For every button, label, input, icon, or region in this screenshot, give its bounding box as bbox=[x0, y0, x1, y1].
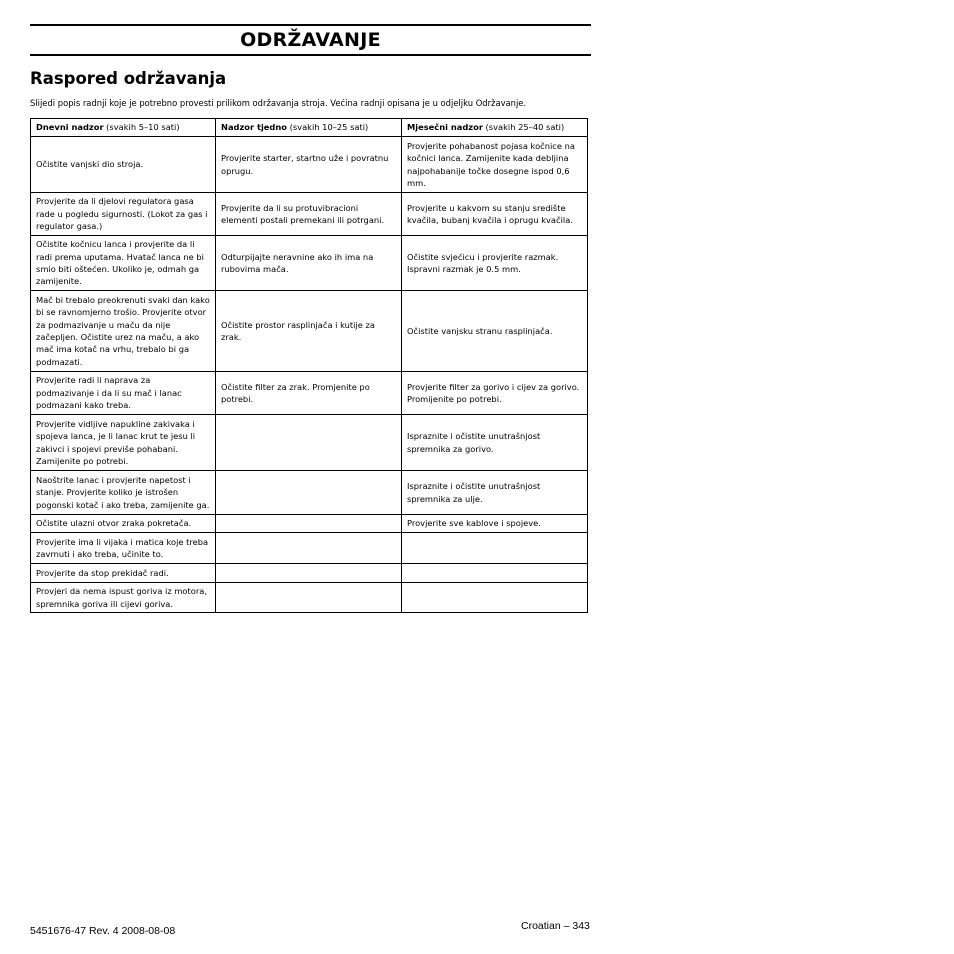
table-row bbox=[31, 471, 588, 515]
table-cell-daily: Provjerite radi li naprava za podmazivanje i da li su mač i lanac podmazani kako treba. bbox=[31, 372, 216, 415]
table-row bbox=[31, 515, 588, 533]
table-row bbox=[31, 236, 588, 291]
column-header-monthly bbox=[402, 119, 588, 137]
table-cell-daily: Provjeri da nema ispust goriva iz motora, spremnika goriva ili cijevi goriva. bbox=[31, 583, 216, 613]
table-cell-weekly bbox=[216, 515, 402, 533]
column-header-title: Nadzor tjedno bbox=[221, 122, 287, 133]
table-row bbox=[31, 533, 588, 564]
table-cell-weekly: Provjerite starter, startno uže i povratnu oprugu. bbox=[216, 137, 402, 193]
header-title: ODRŽAVANJE bbox=[240, 29, 381, 51]
column-header-note: (svakih 25–40 sati) bbox=[482, 122, 565, 133]
table-cell-monthly bbox=[402, 564, 588, 583]
table-cell-weekly bbox=[216, 564, 402, 583]
column-header-note: (svakih 5–10 sati) bbox=[103, 122, 180, 133]
table-row bbox=[31, 193, 588, 236]
table-cell-weekly bbox=[216, 415, 402, 471]
table-cell-weekly: Provjerite da li su protuvibracioni elementi postali premekani ili potrgani. bbox=[216, 193, 402, 236]
table-cell-monthly: Očistite vanjsku stranu rasplinjača. bbox=[402, 291, 588, 372]
page-header bbox=[30, 24, 591, 56]
intro-text: Slijedi popis radnji koje je potrebno provesti prilikom održavanja stroja. Većina radnji opisana je u odjeljku Održavanje. bbox=[30, 98, 527, 108]
section-title: Raspored održavanja bbox=[30, 69, 227, 88]
table-cell-monthly: Provjerite sve kablove i spojeve. bbox=[402, 515, 588, 533]
table-cell-daily: Očistite kočnicu lanca i provjerite da li radi prema uputama. Hvatač lanca ne bi smio biti oštećen. Ukoliko je, odmah ga zamijenite. bbox=[31, 236, 216, 291]
table-cell-weekly bbox=[216, 533, 402, 564]
table-cell-weekly bbox=[216, 583, 402, 613]
table-cell-monthly: Očistite svjećicu i provjerite razmak. Ispravni razmak je 0.5 mm. bbox=[402, 236, 588, 291]
table-row bbox=[31, 137, 588, 193]
table-cell-monthly: Ispraznite i očistite unutrašnjost spremnika za gorivo. bbox=[402, 415, 588, 471]
table-cell-weekly bbox=[216, 471, 402, 515]
maintenance-schedule-table bbox=[30, 118, 588, 613]
table-row bbox=[31, 415, 588, 471]
table-cell-daily: Provjerite vidljive napukline zakivaka i spojeva lanca, je li lanac krut te jesu li zakivci i spojevi previše pohabani. Zamijenite po potrebi. bbox=[31, 415, 216, 471]
table-cell-weekly: Odturpijajte neravnine ako ih ima na rubovima mača. bbox=[216, 236, 402, 291]
table-cell-daily: Očistite vanjski dio stroja. bbox=[31, 137, 216, 193]
table-row bbox=[31, 564, 588, 583]
table-row bbox=[31, 583, 588, 613]
table-header-row bbox=[31, 119, 588, 137]
table-cell-monthly: Provjerite pohabanost pojasa kočnice na kočnici lanca. Zamijenite kada debljina najpohabanije točke dosegne ispod 0,6 mm. bbox=[402, 137, 588, 193]
table-cell-daily: Provjerite da li djelovi regulatora gasa rade u pogledu sigurnosti. (Lokot za gas i regulator gasa.) bbox=[31, 193, 216, 236]
table-cell-monthly bbox=[402, 583, 588, 613]
table-cell-weekly: Očistite filter za zrak. Promjenite po potrebi. bbox=[216, 372, 402, 415]
column-header-title: Mjesečni nadzor bbox=[407, 122, 483, 133]
column-header-note: (svakih 10–25 sati) bbox=[286, 122, 369, 133]
table-row bbox=[31, 372, 588, 415]
table-cell-daily: Provjerite ima li vijaka i matica koje treba zavrnuti i ako treba, učinite to. bbox=[31, 533, 216, 564]
footer-page-number: Croatian – 343 bbox=[521, 920, 590, 932]
table-cell-monthly: Provjerite u kakvom su stanju središte kvačila, bubanj kvačila i oprugu kvačila. bbox=[402, 193, 588, 236]
column-header-weekly bbox=[216, 119, 402, 137]
table-cell-monthly bbox=[402, 533, 588, 564]
table-cell-daily: Naoštrite lanac i provjerite napetost i stanje. Provjerite koliko je istrošen pogonski kotač i ako treba, zamijenite ga. bbox=[31, 471, 216, 515]
table-cell-monthly: Provjerite filter za gorivo i cijev za gorivo. Promijenite po potrebi. bbox=[402, 372, 588, 415]
column-header-title: Dnevni nadzor bbox=[36, 122, 104, 133]
table-cell-daily: Provjerite da stop prekidač radi. bbox=[31, 564, 216, 583]
table-cell-monthly: Ispraznite i očistite unutrašnjost spremnika za ulje. bbox=[402, 471, 588, 515]
table-cell-daily: Očistite ulazni otvor zraka pokretača. bbox=[31, 515, 216, 533]
table-cell-daily: Mač bi trebalo preokrenuti svaki dan kako bi se ravnomjerno trošio. Provjerite otvor za podmazivanje u maču da nije začepljen. Očistite urez na maču, a ako mač ima kotač na vrhu, trebalo bi ga podmazati. bbox=[31, 291, 216, 372]
table-row bbox=[31, 291, 588, 372]
footer-doc-id: 5451676-47 Rev. 4 2008-08-08 bbox=[30, 925, 176, 937]
table-cell-weekly: Očistite prostor rasplinjača i kutije za zrak. bbox=[216, 291, 402, 372]
column-header-daily bbox=[31, 119, 216, 137]
